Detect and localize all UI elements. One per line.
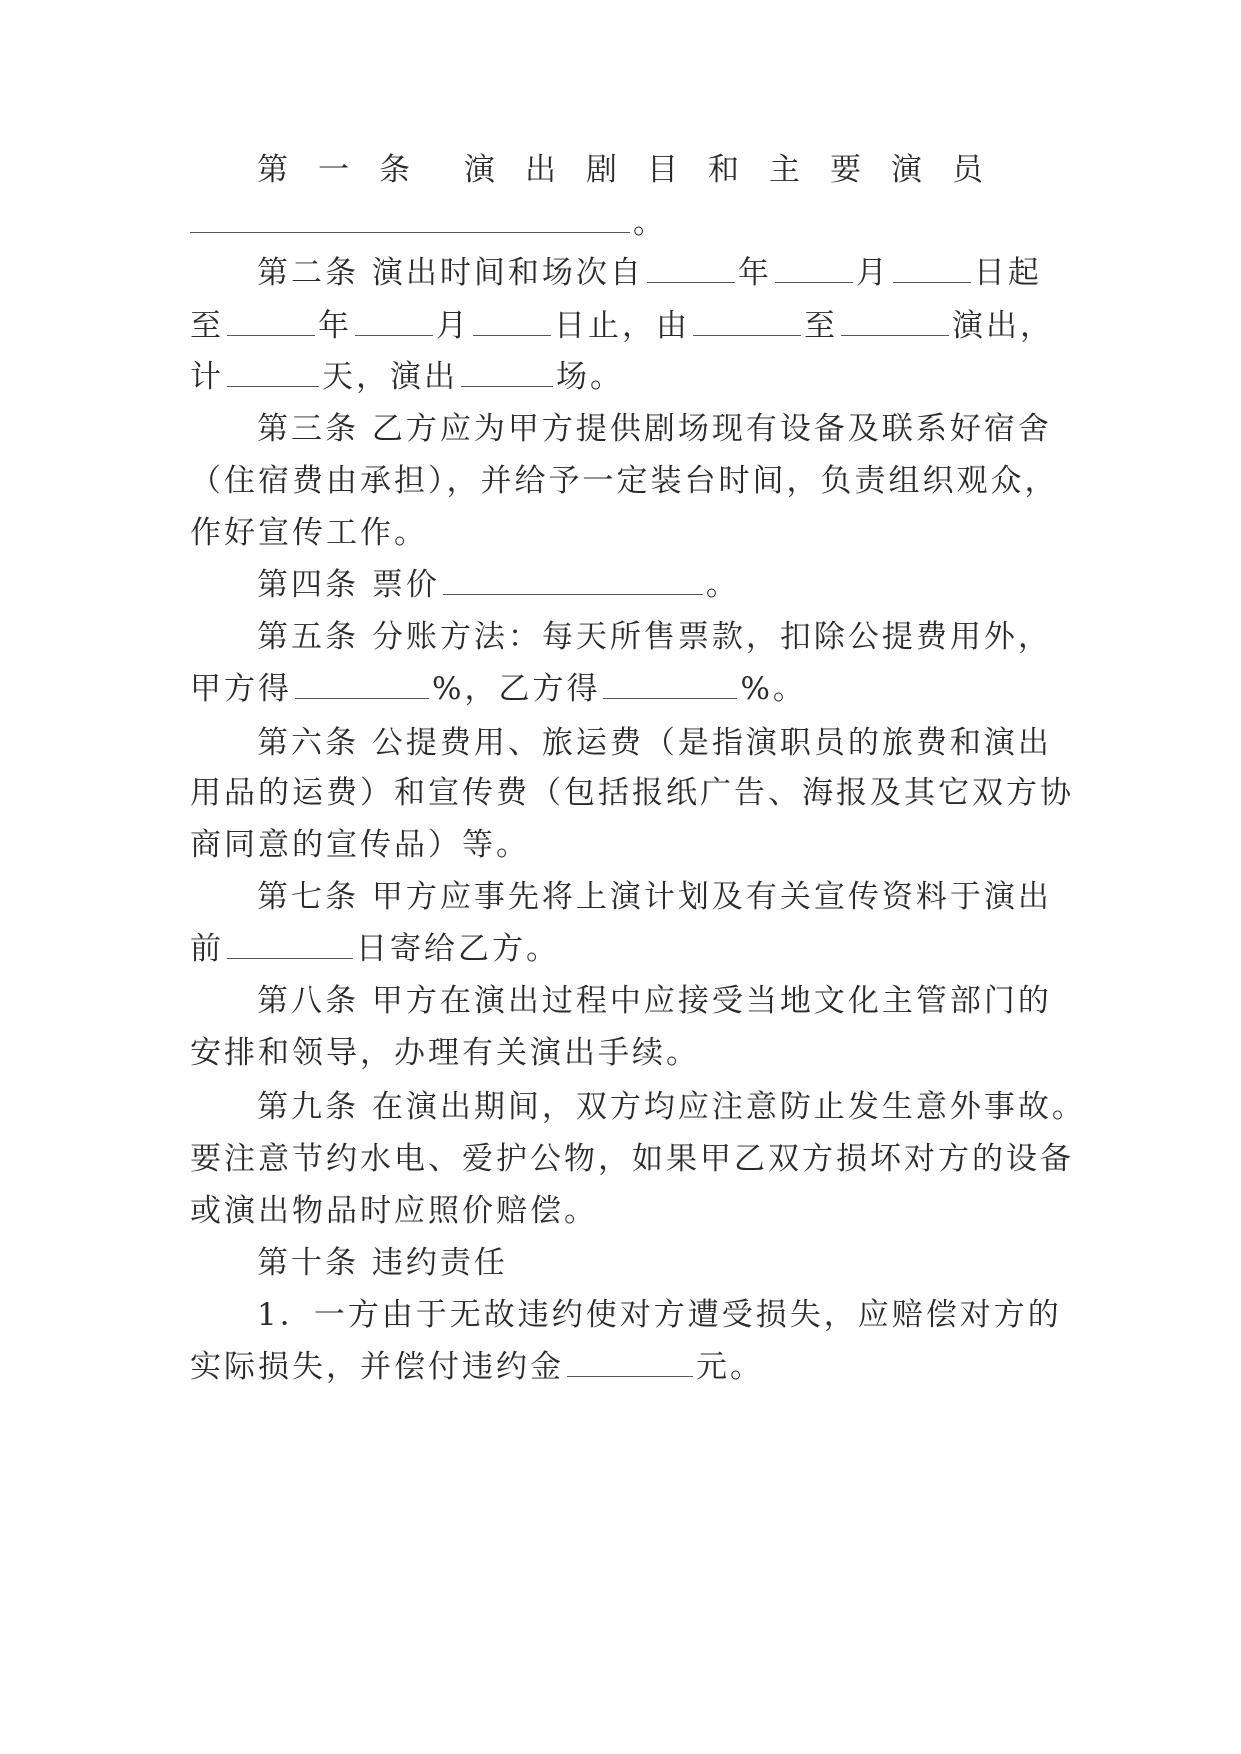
days-before-blank[interactable] bbox=[227, 931, 353, 959]
year-label: 年 bbox=[737, 255, 772, 291]
article-7-pre: 前 bbox=[190, 931, 224, 967]
shows-label: 场。 bbox=[556, 359, 624, 395]
article-9-line-3: 或演出物品时应照价赔偿。 bbox=[190, 1193, 598, 1229]
article-3-line-3: 作好宣传工作。 bbox=[190, 515, 428, 551]
article-7-line-2 bbox=[190, 929, 560, 969]
start-day-blank[interactable] bbox=[893, 255, 971, 283]
article-9-line-2: 要注意节约水电、爱护公物，如果甲乙双方损坏对方的设备 bbox=[190, 1141, 1074, 1177]
article-7-post: 日寄给乙方。 bbox=[356, 931, 560, 967]
article-10-title: 第十条 违约责任 bbox=[257, 1245, 508, 1281]
days-label: 天，演出 bbox=[322, 359, 458, 395]
article-8-line-2: 安排和领导，办理有关演出手续。 bbox=[190, 1035, 700, 1071]
start-label: 日起 bbox=[973, 255, 1042, 291]
party-b-share-label: %，乙方得 bbox=[432, 671, 601, 707]
ji-label: 计 bbox=[190, 359, 224, 395]
article-6-line-3: 商同意的宣传品）等。 bbox=[190, 827, 530, 863]
article-1-title bbox=[257, 150, 1013, 190]
repertoire-blank[interactable] bbox=[190, 205, 630, 233]
article-4-end: 。 bbox=[705, 567, 740, 603]
end-day-label: 日止，由 bbox=[554, 308, 690, 344]
ticket-price-blank[interactable] bbox=[443, 567, 703, 595]
article-4-line bbox=[257, 565, 740, 605]
article-1-heading: 演出剧目和主要演员 bbox=[464, 152, 1013, 188]
article-4-lead: 第四条 票价 bbox=[257, 567, 440, 603]
end-year-label: 年 bbox=[318, 308, 352, 344]
perform-label: 演出， bbox=[952, 308, 1054, 344]
party-a-share-label: 甲方得 bbox=[190, 671, 292, 707]
article-10-item-1: 1．一方由于无故违约使对方遭受损失，应赔偿对方的 bbox=[257, 1297, 1062, 1333]
article-2-line-2 bbox=[190, 306, 1054, 346]
article-2-line-1 bbox=[257, 253, 1042, 293]
days-blank[interactable] bbox=[227, 359, 319, 387]
article-5-line-1: 第五条 分账方法：每天所售票款，扣除公提费用外， bbox=[257, 619, 1052, 655]
article-2-line-3 bbox=[190, 357, 624, 397]
article-7-line-1: 第七条 甲方应事先将上演计划及有关宣传资料于演出 bbox=[257, 879, 1052, 915]
article-3-line-2: （住宿费由承担），并给予一定装台时间，负责组织观众， bbox=[190, 463, 1059, 499]
end-year-blank[interactable] bbox=[227, 308, 315, 336]
article-1-label: 第一条 bbox=[257, 152, 440, 188]
article-6-line-2: 用品的运费）和宣传费（包括报纸广告、海报及其它双方协 bbox=[190, 775, 1074, 811]
end-day-blank[interactable] bbox=[473, 308, 551, 336]
article-10-item-1-line-2 bbox=[190, 1347, 764, 1387]
article-8-line-1: 第八条 甲方在演出过程中应接受当地文化主管部门的 bbox=[257, 983, 1052, 1019]
article-3-line-1: 第三条 乙方应为甲方提供剧场现有设备及联系好宿舍 bbox=[257, 411, 1052, 447]
shows-blank[interactable] bbox=[461, 359, 553, 387]
end-month-blank[interactable] bbox=[355, 308, 433, 336]
to-label: 至 bbox=[190, 308, 224, 344]
from-place-blank[interactable] bbox=[693, 308, 801, 336]
article-2-lead: 第二条 演出时间和场次自 bbox=[257, 255, 644, 291]
penalty-unit: 元。 bbox=[696, 1349, 764, 1385]
end-month-label: 月 bbox=[436, 308, 470, 344]
month-label: 月 bbox=[855, 255, 890, 291]
start-month-blank[interactable] bbox=[775, 255, 853, 283]
start-year-blank[interactable] bbox=[647, 255, 735, 283]
zhi-label: 至 bbox=[804, 308, 838, 344]
to-place-blank[interactable] bbox=[841, 308, 949, 336]
article-1-end: 。 bbox=[633, 205, 667, 241]
penalty-amount-blank[interactable] bbox=[567, 1349, 693, 1377]
article-5-end: %。 bbox=[740, 671, 807, 707]
article-9-line-1: 第九条 在演出期间，双方均应注意防止发生意外事故。 bbox=[257, 1089, 1086, 1125]
article-1-line-2 bbox=[190, 203, 667, 243]
article-6-line-1: 第六条 公提费用、旅运费（是指演职员的旅费和演出 bbox=[257, 725, 1052, 761]
party-a-share-blank[interactable] bbox=[295, 671, 429, 699]
penalty-label: 实际损失，并偿付违约金 bbox=[190, 1349, 564, 1385]
party-b-share-blank[interactable] bbox=[603, 671, 737, 699]
article-5-line-2 bbox=[190, 669, 807, 709]
